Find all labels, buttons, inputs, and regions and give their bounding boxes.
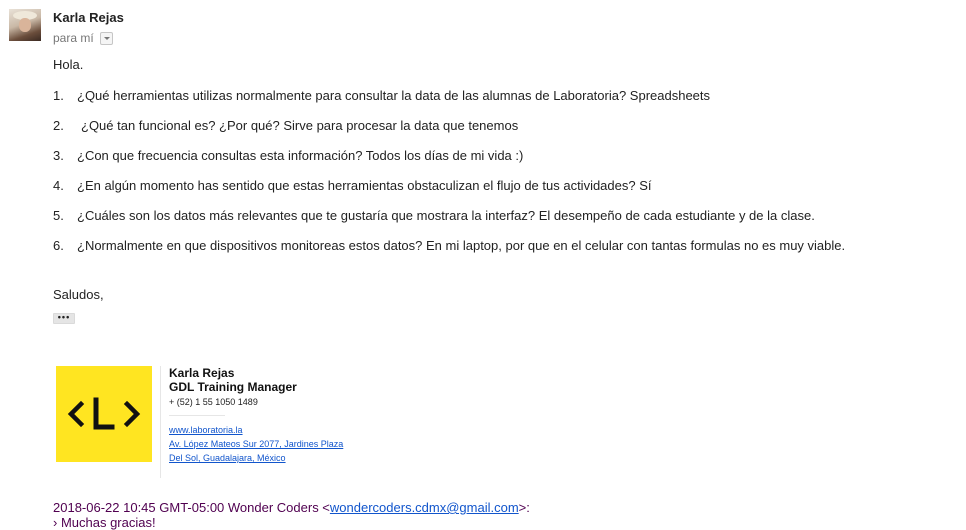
show-trimmed-content-button[interactable]: •••	[53, 313, 75, 324]
question-text: ¿En algún momento has sentido que estas herramientas obstaculizan el flujo de tus actividades? Sí	[77, 178, 652, 193]
quoted-header-suffix: >:	[518, 500, 530, 515]
signature-phone: + (52) 1 55 1050 1489	[169, 397, 258, 407]
signature-website-link[interactable]: www.laboratoria.la	[169, 425, 243, 435]
question-number: 3.	[53, 148, 64, 163]
signature-divider	[160, 366, 161, 478]
laboratoria-logo-mark	[67, 394, 141, 434]
quoted-header-prefix: 2018-06-22 10:45 GMT-05:00 Wonder Coders <	[53, 500, 330, 515]
question-text: ¿Con que frecuencia consultas esta información? Todos los días de mi vida :)	[77, 148, 524, 163]
signature-name: Karla Rejas	[169, 366, 235, 380]
quoted-message-header	[53, 500, 530, 515]
laboratoria-logo	[56, 366, 152, 462]
question-number: 4.	[53, 178, 64, 193]
sender-avatar[interactable]	[9, 9, 41, 41]
question-text: ¿Cuáles son los datos más relevantes que te gustaría que mostrara la interfaz? El desempeño de cada estudiante y de la clase.	[77, 208, 815, 223]
show-details-icon[interactable]	[100, 32, 113, 45]
recipient-line	[53, 31, 113, 45]
recipient-label: para mí	[53, 31, 94, 45]
closing: Saludos,	[53, 287, 104, 302]
question-text: ¿Normalmente en que dispositivos monitoreas estos datos? En mi laptop, por que en el celular con tantas formulas no es muy viable.	[77, 238, 846, 253]
signature-address-link-line2[interactable]: Del Sol, Guadalajara, México	[169, 453, 286, 463]
avatar-face	[19, 18, 31, 32]
question-number: 6.	[53, 238, 64, 253]
question-text: ¿Qué tan funcional es? ¿Por qué? Sirve para procesar la data que tenemos	[81, 118, 519, 133]
question-number: 1.	[53, 88, 64, 103]
signature-address-link-line1[interactable]: Av. López Mateos Sur 2077, Jardines Plaza	[169, 439, 344, 449]
quoted-sender-email-link[interactable]: wondercoders.cdmx@gmail.com	[329, 500, 519, 515]
question-text: ¿Qué herramientas utilizas normalmente para consultar la data de las alumnas de Laboratoria? Spreadsheets	[77, 88, 711, 103]
signature-separator	[169, 415, 225, 416]
sender-name[interactable]: Karla Rejas	[53, 10, 124, 25]
greeting: Hola.	[53, 57, 84, 72]
signature-role: GDL Training Manager	[169, 380, 297, 394]
question-number: 2.	[53, 118, 64, 133]
question-number: 5.	[53, 208, 64, 223]
quoted-first-line: › Muchas gracias!	[53, 515, 156, 530]
